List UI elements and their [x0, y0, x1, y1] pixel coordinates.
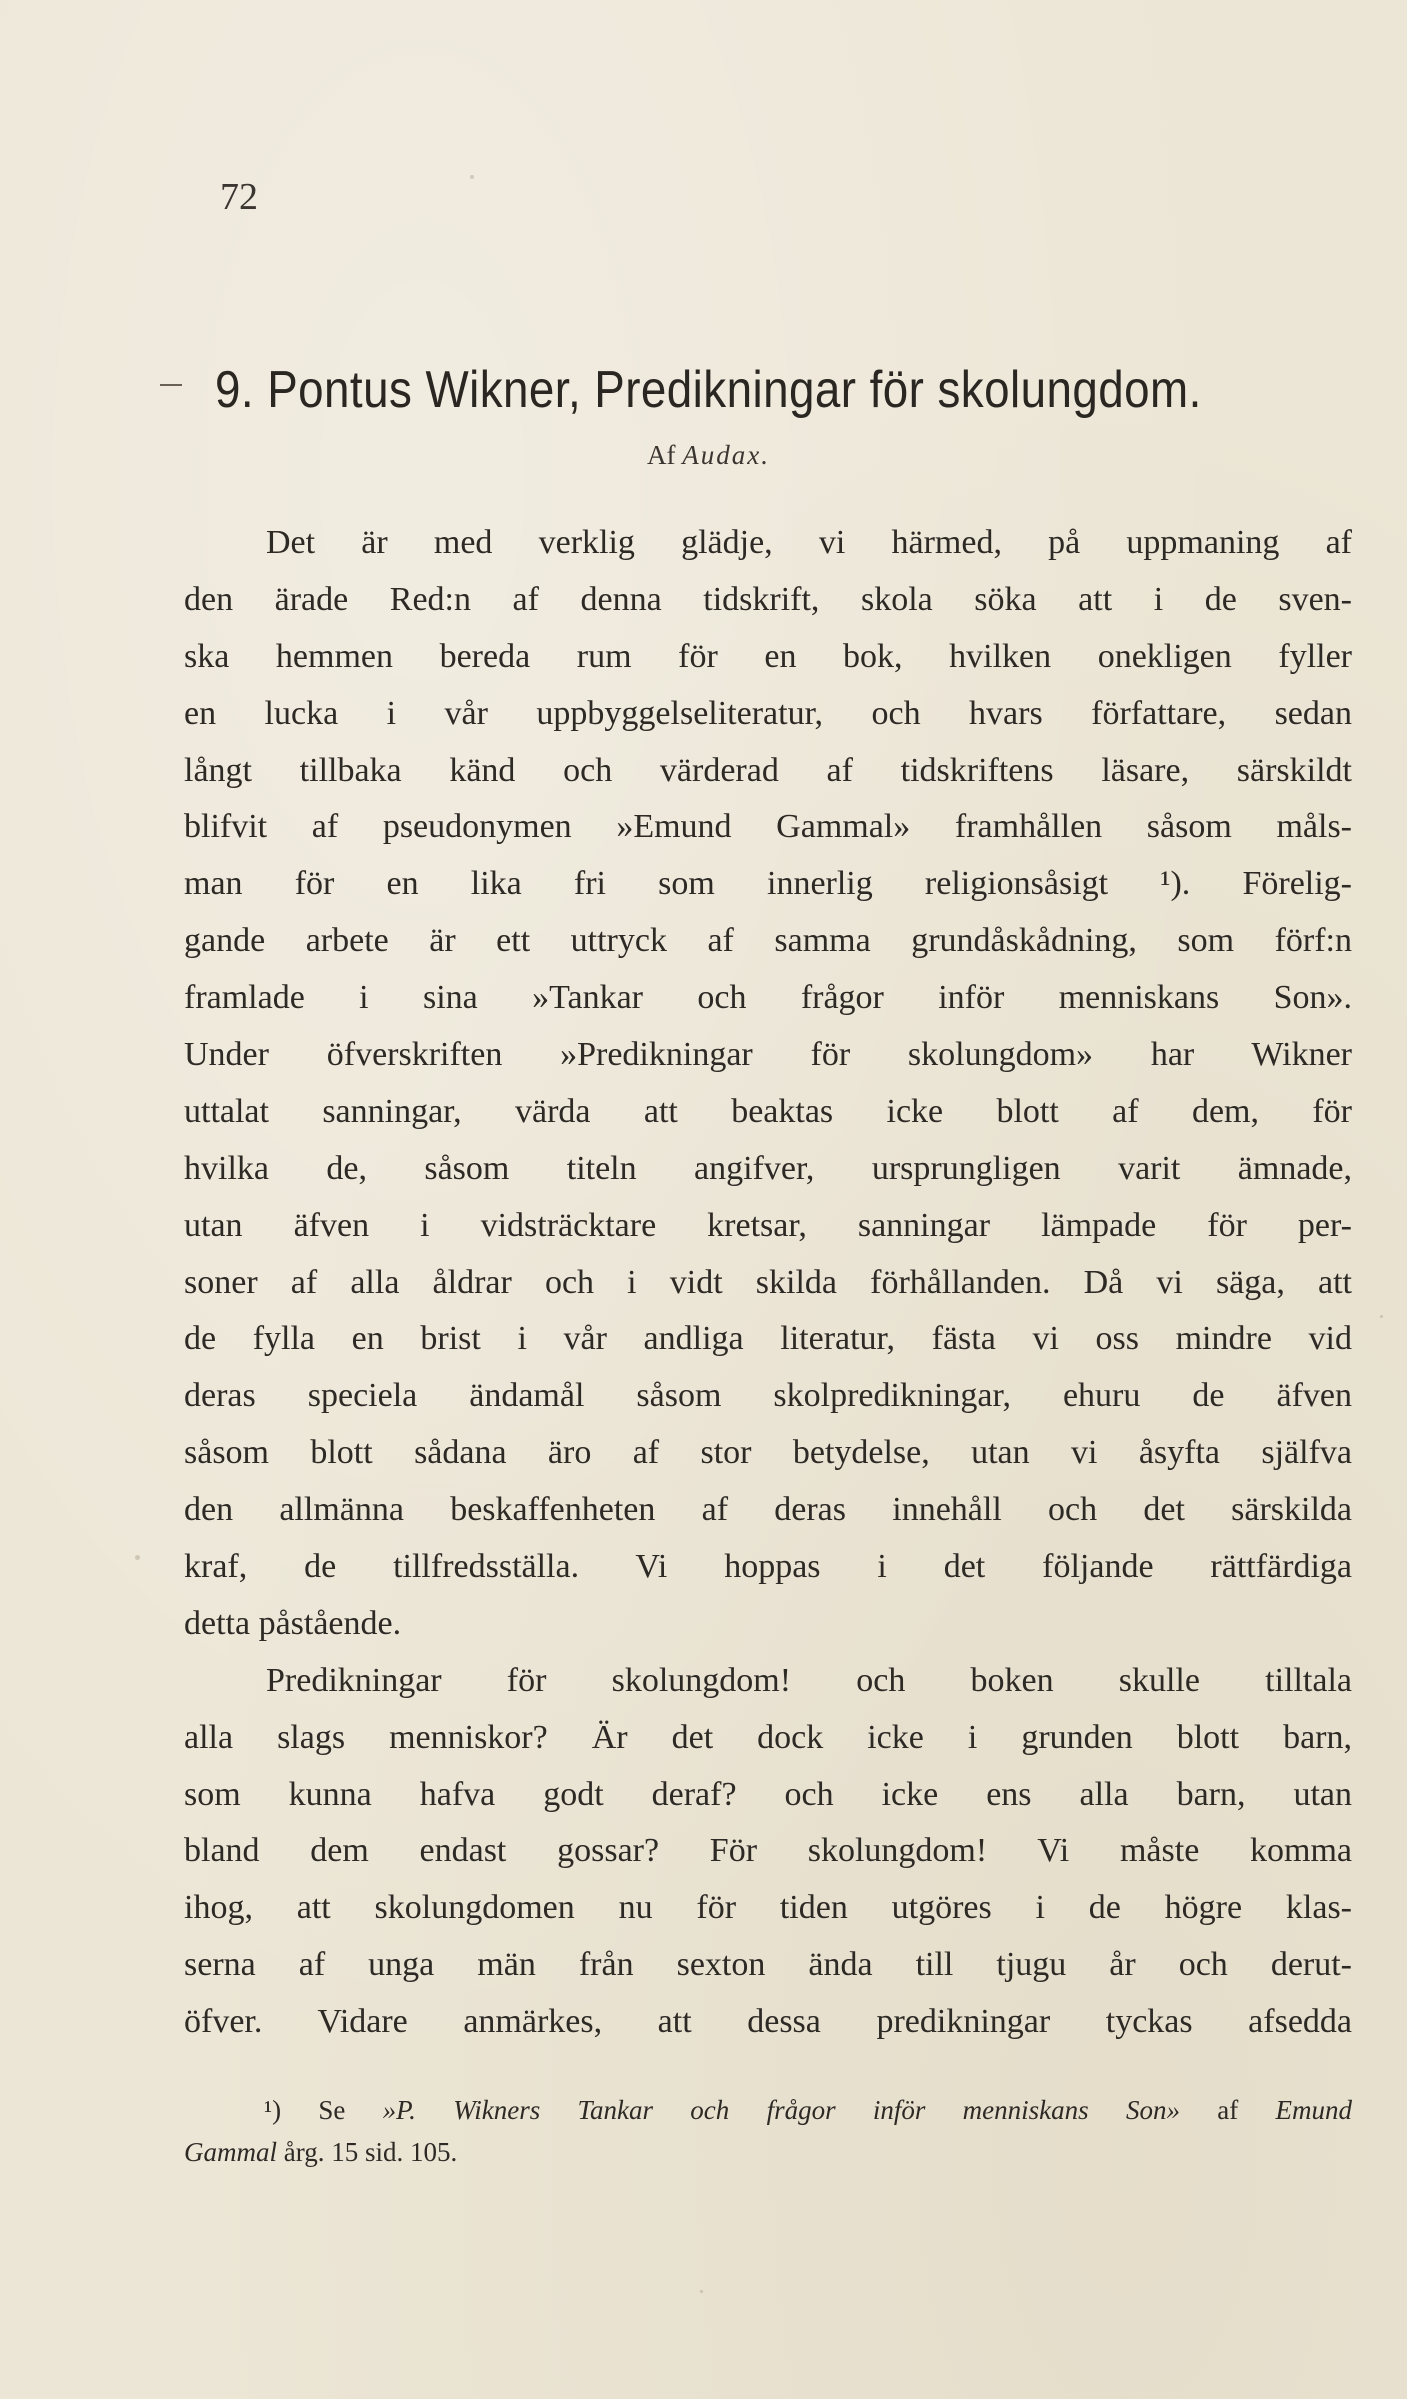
body-line: Under öfverskriften »Predikningar för skolungdom» har Wikner [184, 1036, 1352, 1074]
footnote-reference: årg. 15 sid. 105. [283, 2137, 458, 2167]
footnote-author-cont: Gammal [184, 2137, 277, 2167]
body-line: bland dem endast gossar? För skolungdom! Vi måste komma [184, 1832, 1352, 1870]
footnote-author: Emund [1275, 2095, 1353, 2125]
body-line: blifvit af pseudonymen »Emund Gammal» framhållen såsom måls- [184, 808, 1352, 846]
body-line: deras speciela ändamål såsom skolpredikningar, ehuru de äfven [184, 1377, 1352, 1415]
body-line: gande arbete är ett uttryck af samma grundåskådning, som förf:n [184, 922, 1352, 960]
paper-speck [1380, 1315, 1383, 1318]
page-number: 72 [220, 176, 258, 218]
article-body [184, 515, 1352, 2051]
footnote-title: »P. Wikners Tankar och frågor inför menniskans Son» [382, 2095, 1180, 2125]
body-line: såsom blott sådana äro af stor betydelse, utan vi åsyfta själfva [184, 1434, 1352, 1472]
margin-mark [160, 384, 182, 386]
footnote-line-1 [184, 2089, 1352, 2131]
body-line: den allmänna beskaffenheten af deras innehåll och det särskilda [184, 1491, 1352, 1529]
byline [647, 440, 770, 471]
paper-speck [470, 175, 474, 179]
body-line: framlade i sina »Tankar och frågor inför menniskans Son». [184, 979, 1352, 1017]
body-line: ihog, att skolungdomen nu för tiden utgöres i de högre klas- [184, 1889, 1352, 1927]
body-line: kraf, de tillfredsställa. Vi hoppas i det följande rättfärdiga [184, 1548, 1352, 1586]
body-line: hvilka de, såsom titeln angifver, ursprungligen varit ämnade, [184, 1149, 1352, 1187]
body-line: Det är med verklig glädje, vi härmed, på uppmaning af [266, 524, 1352, 561]
body-line: uttalat sanningar, värda att beaktas icke blott af dem, för [184, 1092, 1352, 1130]
body-line: långt tillbaka känd och värderad af tidskriftens läsare, särskildt [184, 751, 1352, 789]
body-line: ska hemmen bereda rum för en bok, hvilken onekligen fyller [184, 637, 1352, 675]
body-line: detta påstående. [184, 1604, 402, 1642]
footnote-marker: ¹) Se [264, 2095, 346, 2125]
paper-speck [135, 1555, 140, 1560]
byline-prefix: Af [647, 440, 676, 470]
paper-speck [700, 2290, 703, 2293]
body-line: som kunna hafva godt deraf? och icke ens alla barn, utan [184, 1775, 1352, 1813]
body-line: de fylla en brist i vår andliga literatur, fästa vi oss mindre vid [184, 1320, 1352, 1358]
article-title: 9. Pontus Wikner, Predikningar för skolungdom. [215, 361, 1202, 419]
body-line: utan äfven i vidsträcktare kretsar, sanningar lämpade för per- [184, 1206, 1352, 1244]
body-line: alla slags menniskor? Är det dock icke i grunden blott barn, [184, 1718, 1352, 1756]
body-line: den ärade Red:n af denna tidskrift, skola söka att i de sven- [184, 580, 1352, 618]
body-line: serna af unga män från sexton ända till tjugu år och derut- [184, 1946, 1352, 1984]
body-line: en lucka i vår uppbyggelseliteratur, och hvars författare, sedan [184, 694, 1352, 732]
footnote [184, 2089, 1352, 2173]
body-line: man för en lika fri som innerlig religionsåsigt ¹). Förelig- [184, 865, 1352, 903]
footnote-line-2 [184, 2131, 1352, 2173]
footnote-connector: af [1217, 2095, 1239, 2125]
body-line: Predikningar för skolungdom! och boken skulle tilltala [266, 1661, 1352, 1699]
byline-author: Audax. [682, 440, 770, 470]
body-line: soner af alla åldrar och i vidt skilda förhållanden. Då vi säga, att [184, 1263, 1352, 1301]
body-line: öfver. Vidare anmärkes, att dessa predikningar tyckas afsedda [184, 2003, 1352, 2041]
